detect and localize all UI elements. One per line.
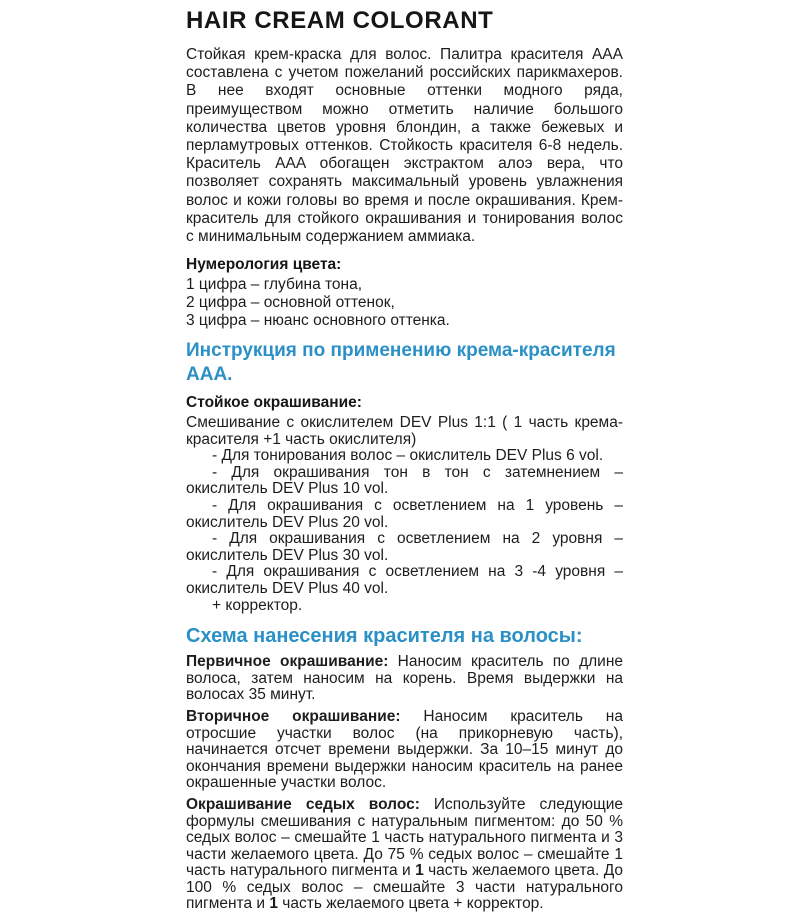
document-content [186, 6, 623, 913]
oxidizer-option: - Для окрашивания с осветлением на 1 уровень – окислитель DEV Plus 20 vol. [186, 497, 623, 531]
mixing-intro-paragraph: Смешивание с окислителем DEV Plus 1:1 ( 1 часть крема-красителя +1 часть окислителя) [186, 414, 623, 449]
oxidizer-option: + корректор. [212, 596, 303, 614]
scheme-paragraph [186, 654, 623, 704]
emphasized-number: 1 [415, 862, 424, 880]
oxidizer-option: - Для окрашивания с осветлением на 2 уровня – окислитель DEV Plus 30 vol. [186, 530, 623, 564]
scheme-paragraphs [186, 654, 623, 913]
scheme-paragraph-text: Наносим краситель на отросшие участки волос (на прикорневую часть), начинается отсчет времени выдержки. За 10–15 минут до окончания времени выдержки наносим краситель на ранее окрашенные участки волос. [186, 707, 623, 792]
oxidizer-option: - Для окрашивания тон в тон с затемнением – окислитель DEV Plus 10 vol. [186, 463, 623, 498]
numerology-heading: Нумерология цвета: [186, 256, 342, 274]
scheme-paragraph [186, 797, 623, 913]
emphasized-number: 1 [269, 895, 278, 913]
numerology-item: 2 цифра – основной оттенок, [186, 294, 395, 312]
oxidizer-options-list [186, 448, 623, 614]
scheme-heading: Схема нанесения красителя на волосы: [186, 625, 583, 648]
scheme-paragraph [186, 709, 623, 792]
scheme-paragraph-label: Первичное окрашивание: [186, 653, 389, 671]
scheme-paragraph-text: часть желаемого цвета + корректор. [277, 895, 544, 913]
instruction-heading: Инструкция по применению крема-красителя AAA. [186, 340, 616, 386]
scheme-paragraph-text: часть желаемого цвета. До 100 % седых волос – смешайте 3 части натурального пигмента и [186, 862, 623, 913]
scheme-paragraph-text: Используйте следующие формулы смешивания с натуральным пигментом: до 50 % седых волос – смешайте 1 часть натурального пигмента и 3 части желаемого цвета. До 75 % седых волос – смешайте 1 часть натурального пигмента и [186, 795, 623, 880]
numerology-item: 1 цифра – глубина тона, [186, 276, 363, 294]
page-title: HAIR CREAM COLORANT [186, 7, 494, 34]
numerology-item: 3 цифра – нюанс основного оттенка. [186, 312, 450, 330]
oxidizer-option: - Для тонирования волос – окислитель DEV Plus 6 vol. [212, 447, 604, 465]
numerology-list [186, 276, 623, 330]
scheme-paragraph-label: Окрашивание седых волос: [186, 795, 420, 813]
permanent-coloring-heading: Стойкое окрашивание: [186, 394, 362, 412]
scheme-paragraph-label: Вторичное окрашивание: [186, 707, 401, 725]
oxidizer-option: - Для окрашивания с осветлением на 3 -4 уровня – окислитель DEV Plus 40 vol. [186, 563, 623, 597]
intro-paragraph: Стойкая крем-краска для волос. Палитра красителя AAA составлена с учетом пожеланий российских парикмахеров. В нее входят основные оттенки модного ряда, преимуществом можно отметить наличие большого количества цветов уровня блондин, а также бежевых и перламутровых оттенков. Стойкость красителя 6-8 недель. Краситель AAA обогащен экстрактом алоэ вера, что позволяет сохранять максимальный уровень увлажнения волос и кожи головы во время и после окрашивания. Крем-краситель для стойкого окрашивания и тонирования волос с минимальным содержанием аммиака. [186, 46, 623, 246]
scheme-paragraph-text: Наносим краситель по длине волоса, затем наносим на корень. Время выдержки на волосах 35 минут. [186, 653, 623, 704]
